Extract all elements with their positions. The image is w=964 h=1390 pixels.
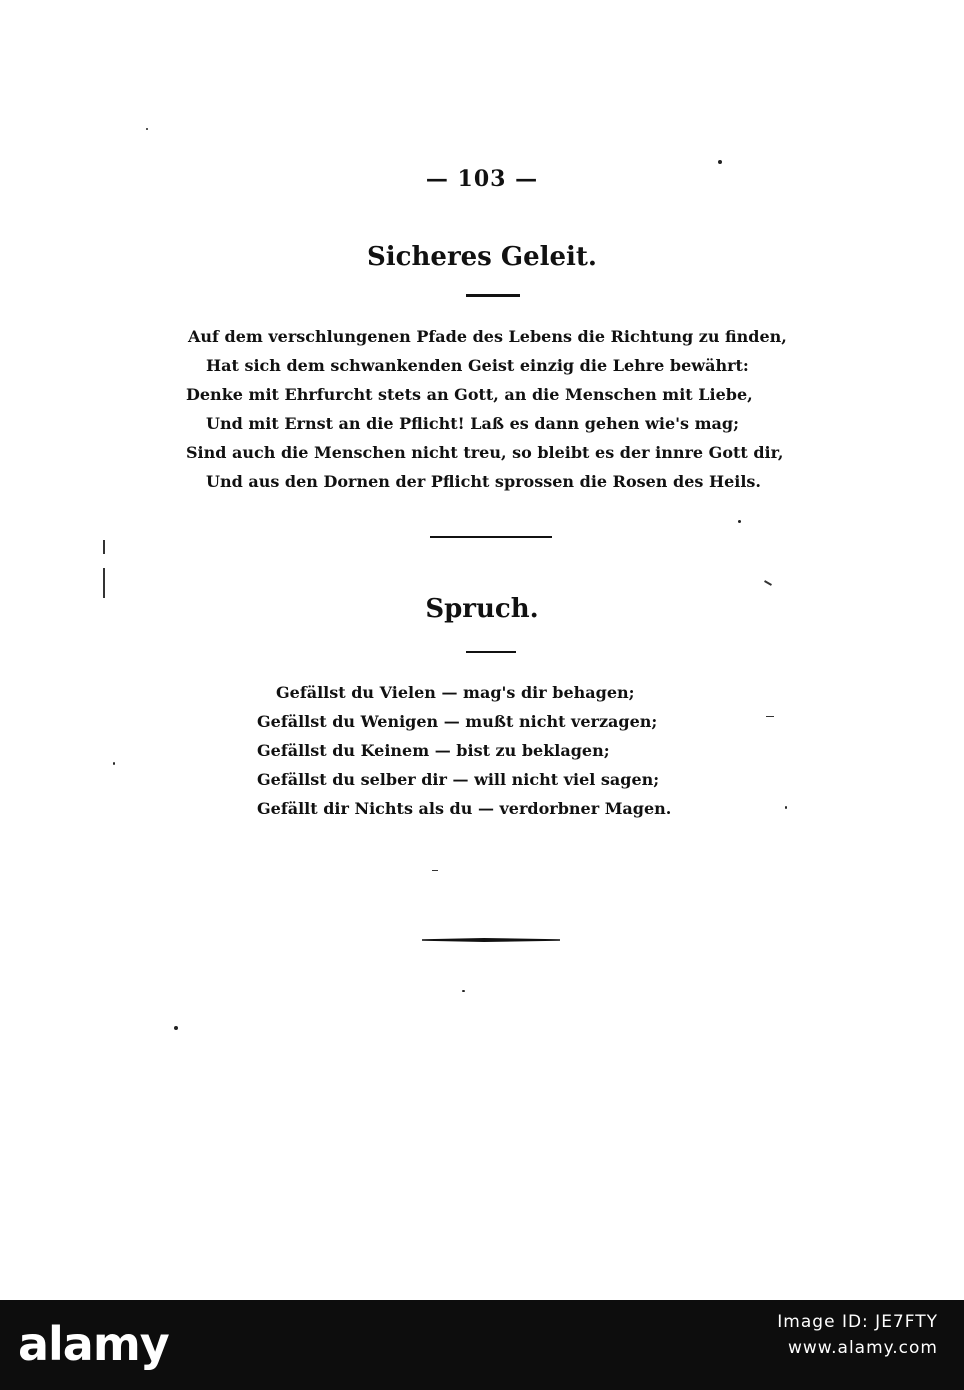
scan-speck xyxy=(718,160,722,164)
scan-mark xyxy=(103,568,105,598)
scan-mark xyxy=(103,540,105,554)
poem-line: Und mit Ernst an die Pflicht! Laß es dann gehen wie's mag; xyxy=(206,414,739,433)
poem-line: Denke mit Ehrfurcht stets an Gott, an die Menschen mit Liebe, xyxy=(186,385,753,404)
site-url: www.alamy.com xyxy=(787,1338,938,1358)
scan-speck xyxy=(462,990,465,992)
title-underline xyxy=(466,294,520,297)
poem-line: Hat sich dem schwankenden Geist einzig die Lehre bewährt: xyxy=(206,356,749,375)
image-id-label: Image ID: JE7FTY xyxy=(777,1312,938,1332)
end-ornament-rule xyxy=(422,938,560,942)
poem-line: Sind auch die Menschen nicht treu, so bleibt es der innre Gott dir, xyxy=(186,443,784,462)
scan-mark xyxy=(432,870,438,871)
poem-title-spruch: Spruch. xyxy=(425,594,539,624)
title-underline xyxy=(466,651,516,653)
alamy-logo: alamy xyxy=(18,1317,169,1371)
scan-speck xyxy=(174,1026,178,1030)
scan-speck xyxy=(113,762,115,765)
poem-line: Gefällst du Keinem — bist zu beklagen; xyxy=(257,741,610,760)
poem-line: Gefällst du Wenigen — mußt nicht verzagen; xyxy=(257,712,658,731)
scan-mark xyxy=(764,580,772,586)
scan-mark xyxy=(766,716,774,717)
poem-title-sicheres-geleit: Sicheres Geleit. xyxy=(367,242,597,272)
poem-line: Gefällst du selber dir — will nicht viel sagen; xyxy=(257,770,660,789)
poem-line: Auf dem verschlungenen Pfade des Lebens die Richtung zu finden, xyxy=(188,327,787,346)
scan-speck xyxy=(146,128,148,130)
section-divider xyxy=(430,536,552,538)
scan-speck xyxy=(785,806,787,809)
stock-watermark-bar xyxy=(0,1300,964,1390)
scan-speck xyxy=(738,520,741,523)
poem-line: Und aus den Dornen der Pflicht sprossen die Rosen des Heils. xyxy=(206,472,761,491)
page-number: — 103 — xyxy=(425,166,539,192)
poem-line: Gefällst du Vielen — mag's dir behagen; xyxy=(276,683,635,702)
poem-line: Gefällt dir Nichts als du — verdorbner Magen. xyxy=(257,799,672,818)
